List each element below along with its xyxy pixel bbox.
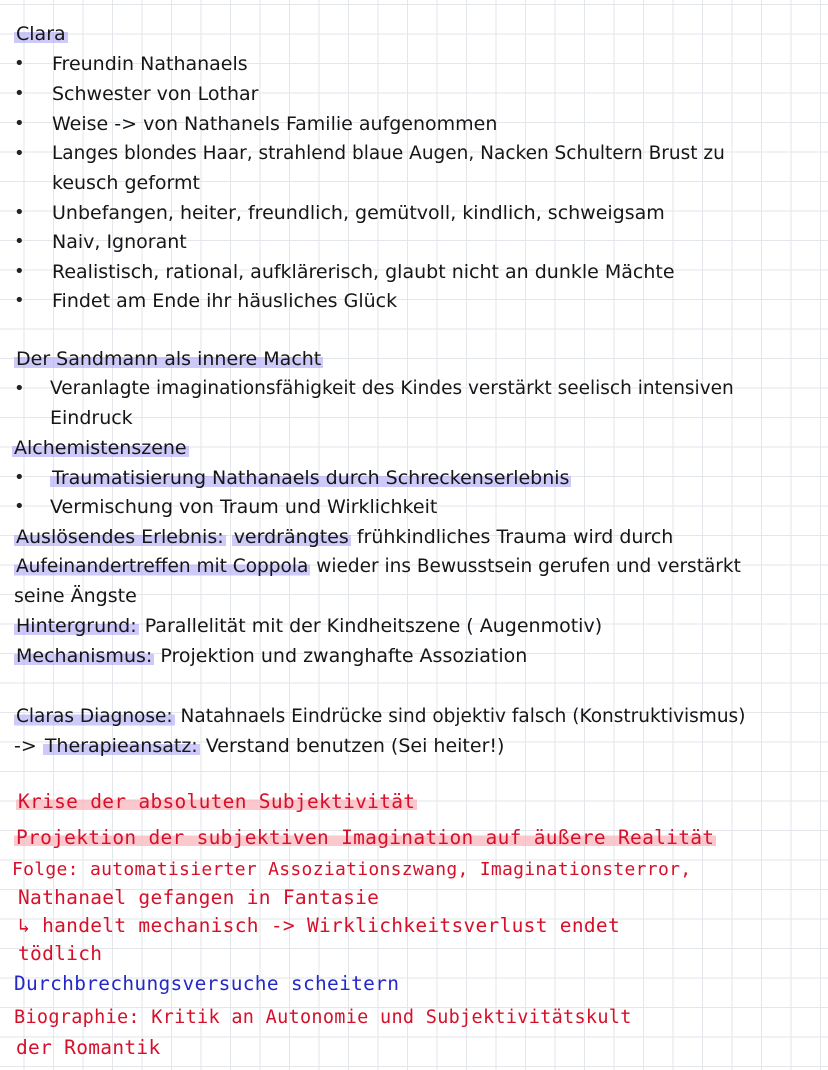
diagnose-line [14, 705, 745, 729]
mechanismus-line [14, 644, 527, 668]
ausloesend-text: frühkindliches Trauma wird durch [356, 526, 674, 548]
hintergrund-line [14, 614, 602, 638]
alchemist-item [50, 466, 571, 490]
bullet: • [14, 290, 25, 311]
ausloesend-line-3: seine Ängste [14, 585, 137, 607]
clara-item: Weise -> von Nathanels Familie aufgenommen [52, 113, 498, 135]
clara-item: Langes blondes Haar, strahlend blaue Augen, Nacken Schultern Brust zu [52, 143, 725, 164]
handwritten-red-line [16, 790, 417, 814]
bullet: • [14, 143, 25, 164]
sandmann-item-cont: Eindruck [50, 407, 133, 429]
bullet: • [14, 202, 25, 223]
bullet: • [14, 496, 25, 517]
alchemist-heading-text: Alchemistenszene [14, 437, 187, 459]
ausloesend-highlight: verdrängtes [233, 526, 349, 548]
alchemist-heading [12, 436, 189, 460]
clara-item: Realistisch, rational, aufklärerisch, glaubt nicht an dunkle Mächte [52, 261, 675, 283]
sandmann-heading [14, 347, 323, 371]
arrow-prefix: -> [14, 735, 43, 757]
sandmann-heading-text: Der Sandmann als innere Macht [16, 348, 322, 370]
clara-item-cont: keusch geformt [52, 172, 200, 194]
clara-heading [14, 22, 68, 46]
diagnose-label: Claras Diagnose: [16, 706, 173, 727]
clara-heading-text: Clara [16, 23, 66, 45]
ausloesend-label: Auslösendes Erlebnis: [16, 526, 224, 548]
clara-item: Freundin Nathanaels [52, 53, 248, 75]
mechanismus-label: Mechanismus: [16, 645, 153, 667]
handwritten-blue-line: Durchbrechungsversuche scheitern [14, 972, 400, 995]
hintergrund-label: Hintergrund: [16, 615, 137, 637]
mechanismus-text: Projektion und zwanghafte Assoziation [160, 645, 528, 667]
bullet: • [14, 53, 25, 74]
bullet: • [14, 113, 25, 134]
clara-item: Unbefangen, heiter, freundlich, gemütvoll, kindlich, schweigsam [52, 202, 665, 224]
therapie-text: Verstand benutzen (Sei heiter!) [205, 735, 505, 757]
therapie-line [14, 734, 504, 758]
handwritten-red-line: ↳ handelt mechanisch -> Wirklichkeitsverlust endet [18, 914, 620, 937]
clara-item: Naiv, Ignorant [52, 231, 187, 253]
handwritten-red-line: der Romantik [16, 1036, 161, 1059]
bullet: • [14, 378, 25, 399]
hintergrund-text: Parallelität mit der Kindheitszene ( Augenmotiv) [144, 615, 603, 637]
bullet: • [14, 467, 25, 488]
ausloesend-line [14, 525, 673, 549]
handwritten-red-line: Nathanael gefangen in Fantasie [18, 886, 380, 909]
diagnose-text: Natahnaels Eindrücke sind objektiv falsch (Konstruktivismus) [180, 706, 746, 727]
bullet: • [14, 261, 25, 282]
handwritten-red-1: Krise der absoluten Subjektivität [18, 790, 416, 813]
handwritten-red-2: Projektion der subjektiven Imagination auf äußere Realität [16, 826, 715, 849]
bullet: • [14, 231, 25, 252]
sandmann-item: Veranlagte imaginationsfähigkeit des Kindes verstärkt seelisch intensiven [50, 378, 734, 399]
handwritten-red-line: Biographie: Kritik an Autonomie und Subjektivitätskult [14, 1007, 632, 1028]
clara-item: Schwester von Lothar [52, 83, 259, 105]
therapie-label: Therapieansatz: [44, 735, 198, 757]
ausloesend-line-2 [14, 555, 741, 579]
alchemist-item: Vermischung von Traum und Wirklichkeit [50, 496, 438, 518]
handwritten-red-line [14, 826, 716, 850]
bullet: • [14, 83, 25, 104]
clara-item: Findet am Ende ihr häusliches Glück [52, 290, 398, 312]
handwritten-red-line: tödlich [18, 942, 103, 965]
ausloesend-line-2-highlight: Aufeinandertreffen mit Coppola [16, 556, 309, 577]
alchemist-item-text: Traumatisierung Nathanaels durch Schreckenserlebnis [52, 467, 570, 489]
ausloesend-line-2-text: wieder ins Bewusstsein gerufen und verstärkt [316, 556, 741, 577]
handwritten-red-line: Folge: automatisierter Assoziationszwang, Imaginationsterror, [12, 859, 692, 880]
